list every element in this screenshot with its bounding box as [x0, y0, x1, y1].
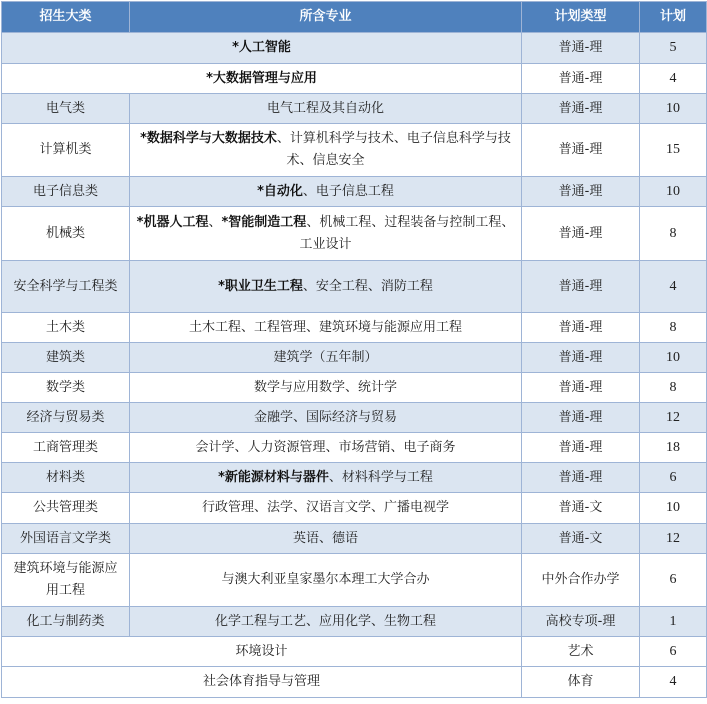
category-cell: 数学类: [2, 373, 130, 403]
plan-type-cell: 中外合作办学: [522, 554, 640, 607]
majors-cell: [130, 463, 522, 493]
plan-count-cell: 4: [640, 667, 707, 698]
majors-cell: [130, 261, 522, 313]
majors-cell: [2, 64, 522, 94]
major-text: 、: [208, 214, 222, 230]
category-cell: 外国语言文学类: [2, 524, 130, 554]
plan-type-cell: 普通-理: [522, 94, 640, 124]
majors-cell: [130, 343, 522, 373]
plan-count-cell: 8: [640, 313, 707, 343]
plan-count-cell: 12: [640, 524, 707, 554]
plan-count-cell: 18: [640, 433, 707, 463]
table-row: [2, 261, 707, 313]
majors-cell: [130, 433, 522, 463]
majors-cell: [130, 554, 522, 607]
plan-count-cell: 1: [640, 607, 707, 637]
major-text: 建筑学（五年制）: [273, 349, 378, 365]
major-text: 会计学、人力资源管理、市场营销、电子商务: [195, 439, 456, 455]
majors-cell: [130, 94, 522, 124]
featured-major: *职业卫生工程: [218, 278, 303, 294]
table-row: [2, 403, 707, 433]
table-row: [2, 64, 707, 94]
header-row: [2, 2, 707, 33]
majors-cell: [2, 637, 522, 667]
plan-type-cell: 普通-理: [522, 261, 640, 313]
category-cell: 建筑类: [2, 343, 130, 373]
plan-type-cell: 普通-理: [522, 373, 640, 403]
plan-type-cell: 普通-理: [522, 177, 640, 207]
category-cell: 电气类: [2, 94, 130, 124]
table-row: [2, 94, 707, 124]
category-cell: 化工与制药类: [2, 607, 130, 637]
plan-type-cell: 普通-理: [522, 313, 640, 343]
category-cell: 计算机类: [2, 124, 130, 177]
plan-type-cell: 普通-文: [522, 524, 640, 554]
plan-type-cell: 艺术: [522, 637, 640, 667]
plan-count-cell: 6: [640, 463, 707, 493]
plan-count-cell: 6: [640, 637, 707, 667]
featured-major: *新能源材料与器件: [218, 469, 329, 485]
plan-type-cell: 普通-理: [522, 433, 640, 463]
table-row: [2, 554, 707, 607]
category-cell: 工商管理类: [2, 433, 130, 463]
table-row: [2, 637, 707, 667]
plan-type-cell: 普通-理: [522, 33, 640, 64]
featured-major: *人工智能: [232, 40, 291, 55]
category-cell: 安全科学与工程类: [2, 261, 130, 313]
table-body: [2, 33, 707, 698]
plan-count-cell: 12: [640, 403, 707, 433]
major-text: 英语、德语: [292, 530, 358, 546]
plan-count-cell: 15: [640, 124, 707, 177]
majors-cell: [130, 373, 522, 403]
major-text: 、计算机科学与技术、电子信息科学与技术、信息安全: [276, 131, 511, 168]
table-row: [2, 667, 707, 698]
plan-count-cell: 10: [640, 177, 707, 207]
major-text: 、安全工程、消防工程: [302, 278, 433, 294]
plan-type-cell: 体育: [522, 667, 640, 698]
major-text: 环境设计: [235, 643, 288, 659]
category-cell: 公共管理类: [2, 493, 130, 524]
majors-cell: [130, 524, 522, 554]
major-text: 社会体育指导与管理: [202, 674, 320, 689]
plan-count-cell: 10: [640, 493, 707, 524]
featured-major: *智能制造工程: [221, 214, 307, 230]
major-text: 行政管理、法学、汉语言文学、广播电视学: [201, 500, 449, 515]
majors-cell: [130, 493, 522, 524]
majors-cell: [2, 33, 522, 64]
featured-major: *机器人工程: [136, 214, 209, 230]
featured-major: *大数据管理与应用: [206, 70, 317, 86]
major-text: 电气工程及其自动化: [266, 100, 384, 116]
plan-type-cell: 普通-理: [522, 207, 640, 261]
table-row: [2, 177, 707, 207]
majors-cell: [130, 607, 522, 637]
category-cell: 电子信息类: [2, 177, 130, 207]
plan-count-cell: 4: [640, 261, 707, 313]
table-row: [2, 207, 707, 261]
majors-cell: [130, 177, 522, 207]
table-row: [2, 313, 707, 343]
plan-count-cell: 8: [640, 207, 707, 261]
majors-cell: [130, 313, 522, 343]
major-text: 、材料科学与工程: [328, 469, 433, 485]
major-text: 土木工程、工程管理、建筑环境与能源应用工程: [188, 319, 462, 335]
majors-cell: [2, 667, 522, 698]
category-cell: 土木类: [2, 313, 130, 343]
header-category: 招生大类: [2, 2, 130, 33]
plan-type-cell: 普通-理: [522, 403, 640, 433]
majors-cell: [130, 124, 522, 177]
majors-cell: [130, 207, 522, 261]
plan-type-cell: 普通-理: [522, 64, 640, 94]
table-row: [2, 433, 707, 463]
plan-type-cell: 普通-理: [522, 124, 640, 177]
major-text: 与澳大利亚皇家墨尔本理工大学合办: [221, 572, 430, 587]
plan-count-cell: 10: [640, 94, 707, 124]
header-plan-type: 计划类型: [522, 2, 640, 33]
plan-count-cell: 4: [640, 64, 707, 94]
table-row: [2, 524, 707, 554]
plan-count-cell: 5: [640, 33, 707, 64]
enrollment-plan-table: [1, 1, 707, 698]
table-row: [2, 33, 707, 64]
major-text: 、电子信息工程: [302, 183, 394, 199]
category-cell: 材料类: [2, 463, 130, 493]
majors-cell: [130, 403, 522, 433]
header-majors: 所含专业: [130, 2, 522, 33]
table-row: [2, 607, 707, 637]
category-cell: 建筑环境与能源应用工程: [2, 554, 130, 607]
featured-major: *自动化: [257, 183, 303, 199]
category-cell: 经济与贸易类: [2, 403, 130, 433]
table-row: [2, 463, 707, 493]
plan-type-cell: 普通-理: [522, 343, 640, 373]
category-cell: 机械类: [2, 207, 130, 261]
table-row: [2, 343, 707, 373]
plan-count-cell: 6: [640, 554, 707, 607]
major-text: 、机械工程、过程装备与控制工程、工业设计: [299, 214, 515, 252]
major-text: 金融学、国际经济与贸易: [253, 409, 397, 425]
plan-type-cell: 高校专项-理: [522, 607, 640, 637]
major-text: 化学工程与工艺、应用化学、生物工程: [214, 613, 436, 629]
table-row: [2, 373, 707, 403]
table-row: [2, 493, 707, 524]
plan-type-cell: 普通-文: [522, 493, 640, 524]
major-text: 数学与应用数学、统计学: [253, 379, 397, 395]
header-plan-count: 计划: [640, 2, 707, 33]
plan-count-cell: 8: [640, 373, 707, 403]
plan-type-cell: 普通-理: [522, 463, 640, 493]
plan-count-cell: 10: [640, 343, 707, 373]
featured-major: *数据科学与大数据技术: [140, 131, 277, 146]
table-row: [2, 124, 707, 177]
